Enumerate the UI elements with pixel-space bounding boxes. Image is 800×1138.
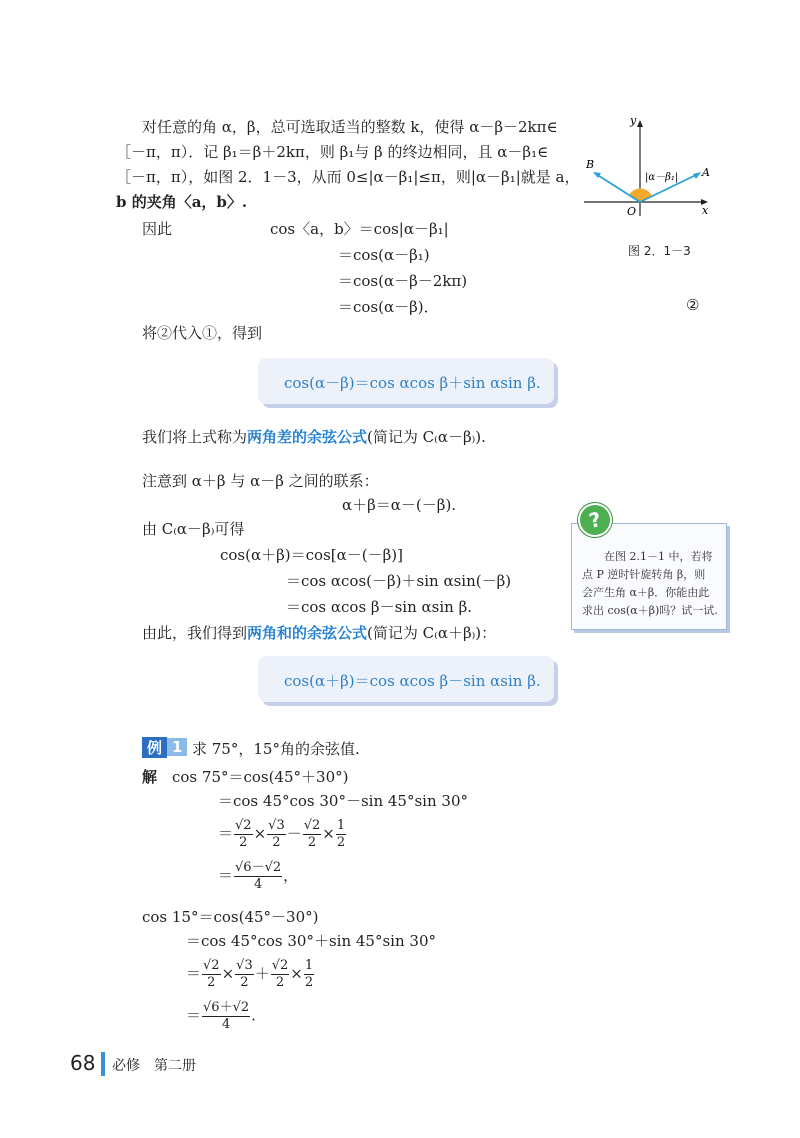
angle-arc-sector <box>629 189 652 202</box>
relation-intro: 注意到 α＋β 与 α－β 之间的联系： <box>142 472 379 490</box>
step-cos15-2: ＝cos 45°cos 30°＋sin 45°sin 30° <box>186 932 436 950</box>
para-line-2: ［－π，π）．记 β₁＝β＋2kπ，则 β₁与 β 的终边相同，且 α－β₁∈ <box>116 143 549 161</box>
sidenote-line-4: 求出 cos(α＋β)吗？试一试. <box>582 604 718 617</box>
derivation2-row2: ＝cos αcos(－β)＋sin αsin(－β) <box>286 572 512 590</box>
step-cos15-3: ＝ $\frac{√2}{2}$ × $\frac{√3}{2}$ ＋ $\frac{√2}{2}$ × $\frac{1}{2}$ <box>186 958 314 990</box>
ray-b <box>596 174 640 202</box>
substitute-text: 将②代入①，得到 <box>142 324 263 342</box>
example-tag-label: 例 <box>142 737 167 758</box>
fraction-1-over-2: $\frac{1}{2}$ <box>304 958 314 990</box>
point-b-label: B <box>586 158 595 171</box>
definition-sum <box>142 622 496 643</box>
angle-figure <box>580 112 715 220</box>
formula-box-sum <box>258 656 554 702</box>
fraction-1-over-2: $\frac{1}{2}$ <box>336 818 346 850</box>
equation-number: ② <box>686 296 700 314</box>
derivation1-row2: ＝cos(α－β₁) <box>338 246 430 264</box>
step-cos75-3: ＝ $\frac{√2}{2}$ × $\frac{√3}{2}$ － $\frac{√2}{2}$ × $\frac{1}{2}$ <box>218 818 346 850</box>
derivation2-row3: ＝cos αcos β－sin αsin β. <box>286 598 473 616</box>
example-tag <box>142 737 187 757</box>
derivation1-row1: cos〈a，b〉＝cos|α－β₁| <box>270 220 449 238</box>
question-icon: ? <box>575 500 615 540</box>
y-axis-arrow-icon <box>637 120 643 127</box>
sidenote-line-2: 点 P 逆时针旋转角 β，则 <box>582 568 706 581</box>
definition-difference <box>142 426 486 447</box>
derivation1-row4: ＝cos(α－β)． <box>338 298 439 316</box>
definition-difference-pre: 我们将上式称为 <box>142 428 248 446</box>
formula-sum: cos(α＋β)＝cos αcos β－sin αsin β. <box>284 672 541 690</box>
fraction-cos75-result: $\frac{√6-√2}{4}$ <box>235 860 282 892</box>
book-title: 必修 第二册 <box>112 1058 196 1074</box>
relation-equation: α＋β＝α－(－β). <box>342 496 457 514</box>
sidenote-line-1: 在图 2.1－1 中，若将 <box>604 550 713 563</box>
figure-caption: 图 2．1－3 <box>628 244 691 258</box>
step-cos75-result: ＝ $\frac{√6-√2}{4}$ ， <box>218 860 299 892</box>
solution-label: 解 <box>142 768 158 786</box>
step-cos15-1: cos 15°＝cos(45°－30°) <box>142 908 319 926</box>
fraction-sqrt2-over-2: $\frac{√2}{2}$ <box>235 818 252 850</box>
para-line-4: b 的夹角〈a，b〉. <box>116 193 248 211</box>
y-axis-label: y <box>630 114 637 127</box>
origin-label: O <box>627 205 637 218</box>
derivation2-row1: cos(α＋β)＝cos[α－(－β)] <box>220 546 403 564</box>
term-difference-formula: 两角差的余弦公式 <box>247 428 368 446</box>
fraction-sqrt2-over-2: $\frac{√2}{2}$ <box>303 818 321 850</box>
example-tag-number: 1 <box>167 738 187 756</box>
step-cos15-result: ＝ $\frac{√6+√2}{4}$ . <box>186 1000 256 1032</box>
ray-a-arrow-icon <box>693 172 701 179</box>
sidenote-box <box>571 523 727 630</box>
definition-sum-pre: 由此，我们得到 <box>142 624 248 642</box>
formula-box-difference <box>258 358 554 404</box>
from-c-text: 由 C₍α－β₎可得 <box>142 520 245 538</box>
therefore-label: 因此 <box>142 220 173 238</box>
formula-difference: cos(α－β)＝cos αcos β＋sin αsin β. <box>284 374 541 392</box>
page-divider-bar <box>101 1052 105 1076</box>
fraction-cos15-result: $\frac{√6+√2}{4}$ <box>203 1000 250 1032</box>
point-a-label: A <box>702 166 710 179</box>
example-question: 求 75°，15°角的余弦值. <box>192 740 360 758</box>
fraction-sqrt3-over-2: $\frac{√3}{2}$ <box>236 958 253 990</box>
fraction-sqrt2-over-2: $\frac{√2}{2}$ <box>203 958 220 990</box>
sidenote-line-3: 会产生角 α＋β．你能由此 <box>582 586 710 599</box>
angle-label: |α－β₁| <box>645 172 679 183</box>
x-axis-label: x <box>702 204 709 217</box>
page-number: 68 <box>70 1051 96 1075</box>
fraction-sqrt2-over-2: $\frac{√2}{2}$ <box>271 958 289 990</box>
para-line-1: 对任意的角 α，β，总可选取适当的整数 k，使得 α－β－2kπ∈ <box>142 118 558 136</box>
fraction-sqrt3-over-2: $\frac{√3}{2}$ <box>268 818 285 850</box>
definition-difference-post: (简记为 C₍α－β₎). <box>367 428 486 446</box>
definition-sum-post: (简记为 C₍α＋β₎)： <box>367 624 497 642</box>
term-sum-formula: 两角和的余弦公式 <box>247 624 368 642</box>
step-cos75-1: cos 75°＝cos(45°＋30°) <box>172 768 349 786</box>
step-cos75-2: ＝cos 45°cos 30°－sin 45°sin 30° <box>218 792 468 810</box>
derivation1-row3: ＝cos(α－β－2kπ) <box>338 272 468 290</box>
para-line-3: ［－π，π），如图 2．1－3，从而 0≤|α－β₁|≤π，则|α－β₁|就是 a， <box>116 168 580 186</box>
